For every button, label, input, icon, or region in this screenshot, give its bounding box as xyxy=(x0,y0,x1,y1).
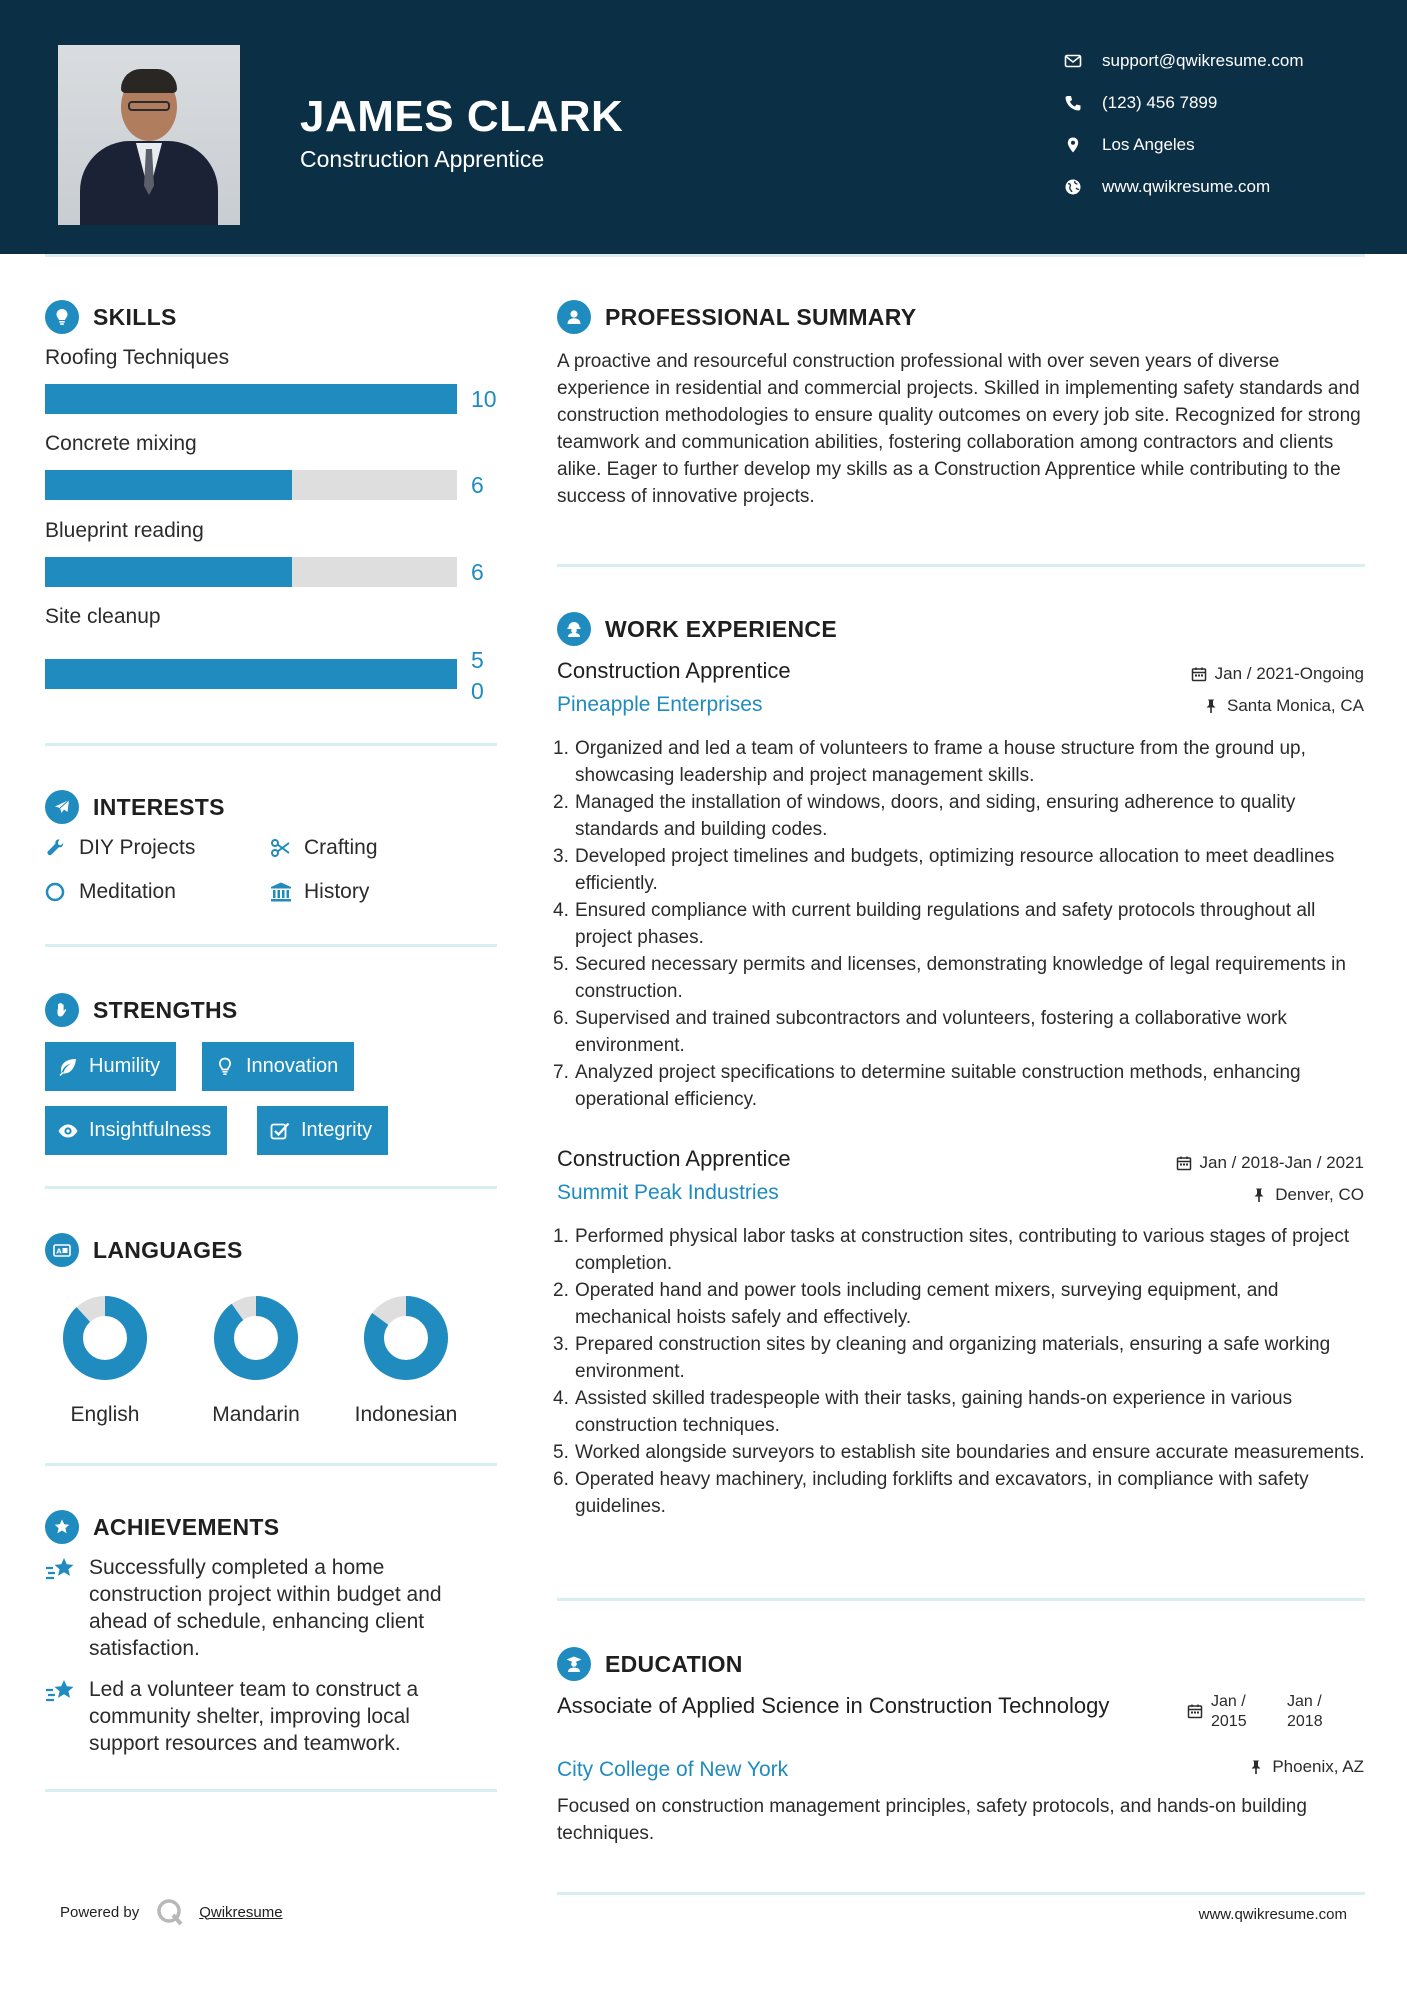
museum-icon xyxy=(270,881,292,903)
footer-powered-by xyxy=(60,1897,283,1927)
shooting-star-icon xyxy=(45,1556,77,1584)
job-duties-list xyxy=(553,735,1372,1113)
interest-label: Crafting xyxy=(304,836,378,859)
strengths-title: STRENGTHS xyxy=(93,996,238,1023)
skill-bar xyxy=(45,557,457,587)
company-name: Summit Peak Industries xyxy=(557,1181,779,1204)
interest-item xyxy=(270,836,378,860)
list-item: 5. Secured necessary permits and licenses, demonstrating knowledge of legal requirements in construction. xyxy=(553,954,1346,1002)
globe-icon xyxy=(1064,178,1082,196)
interest-label: History xyxy=(304,880,370,903)
summary-text: A proactive and resourceful construction professional with over seven years of diverse experience in residential and commercial projects. Skilled in implementing safety standards and construction methodologies to ensure quality outcomes on every job site. Recognized for strong teamwork and communication abilities, fostering collaboration among contractors and clients alike. Eager to further develop my skills as a Construction Apprentice while contributing to the success of innovative projects. xyxy=(557,351,1361,507)
skills-heading xyxy=(45,300,177,334)
phone-icon xyxy=(1064,94,1082,112)
pushpin-icon xyxy=(1203,698,1219,714)
job-dates-text: Jan / 2018-Jan / 2021 xyxy=(1199,1153,1364,1172)
contact-website[interactable] xyxy=(1064,166,1304,208)
section-divider xyxy=(45,743,497,746)
list-item: 1. Organized and led a team of volunteers to frame a house structure from the ground up, showcasing leadership and project management skills. xyxy=(553,738,1306,786)
strength-tag xyxy=(257,1106,388,1155)
pushpin-icon xyxy=(1251,1187,1267,1203)
list-item: 6. Operated heavy machinery, including forklifts and excavators, in compliance with safety guidelines. xyxy=(553,1469,1309,1517)
calendar-icon xyxy=(1187,1703,1203,1719)
job-duties-list xyxy=(553,1223,1372,1520)
candidate-name: JAMES CLARK xyxy=(300,92,624,141)
lightbulb-icon xyxy=(214,1056,236,1078)
skill-item xyxy=(45,605,505,704)
skill-bar xyxy=(45,659,457,689)
interest-label: DIY Projects xyxy=(79,836,196,859)
list-item: 4. Ensured compliance with current building regulations and safety protocols throughout all project phases. xyxy=(553,900,1316,948)
powered-by-text: Powered by xyxy=(60,1903,140,1921)
section-divider xyxy=(557,1598,1365,1601)
job-title: Construction Apprentice xyxy=(557,658,791,683)
education-description: Focused on construction management principles, safety protocols, and hands-on building techniques. xyxy=(557,1796,1307,1844)
language-donut xyxy=(212,1294,300,1382)
strength-tag xyxy=(45,1106,227,1155)
education-heading xyxy=(557,1647,743,1681)
list-item: 3. Developed project timelines and budgets, optimizing resource allocation to meet deadlines efficiently. xyxy=(553,846,1335,894)
resume-header xyxy=(0,0,1407,254)
strength-tag xyxy=(45,1042,176,1091)
skill-item xyxy=(45,519,505,589)
header-divider xyxy=(45,254,1365,257)
section-divider xyxy=(557,564,1365,567)
skill-value: 5 0 xyxy=(471,647,484,704)
company-name: Pineapple Enterprises xyxy=(557,693,763,716)
job-location-text: Santa Monica, CA xyxy=(1226,696,1364,715)
contact-email[interactable] xyxy=(1064,40,1304,82)
profile-photo xyxy=(58,45,240,225)
skill-bar-fill xyxy=(45,384,457,414)
language-label: Indonesian xyxy=(354,1403,458,1426)
paper-plane-icon xyxy=(45,790,79,824)
skill-bar-fill xyxy=(45,659,457,689)
language-card-icon xyxy=(45,1233,79,1267)
interests-heading xyxy=(45,790,225,824)
achievement-item xyxy=(45,1676,475,1757)
job-dates-text: Jan / 2021-Ongoing xyxy=(1214,664,1364,683)
scissors-icon xyxy=(270,837,292,859)
achievements-title: ACHIEVEMENTS xyxy=(93,1513,280,1540)
achievement-text: Successfully completed a home construction project within budget and ahead of schedule, enhancing client satisfaction. xyxy=(89,1556,442,1660)
languages-title: LANGUAGES xyxy=(93,1236,243,1263)
list-item: 6. Supervised and trained subcontractors and volunteers, fostering a collaborative work environment. xyxy=(553,1008,1287,1056)
skill-bar xyxy=(45,384,457,414)
hand-icon xyxy=(45,993,79,1027)
user-icon xyxy=(557,300,591,334)
education-dates xyxy=(1187,1692,1347,1732)
qwikresume-logo-icon xyxy=(155,1897,185,1927)
section-divider xyxy=(45,944,497,947)
interests-title: INTERESTS xyxy=(93,793,225,820)
circle-icon xyxy=(45,881,67,903)
language-item xyxy=(336,1294,476,1427)
interest-item xyxy=(45,880,176,904)
wrench-icon xyxy=(45,837,67,859)
experience-heading xyxy=(557,612,837,646)
graduate-icon xyxy=(557,1647,591,1681)
interest-item xyxy=(270,880,369,904)
section-divider xyxy=(45,1789,497,1792)
skill-item xyxy=(45,346,505,416)
list-item: 5. Worked alongside surveyors to establish site boundaries and ensure accurate measurements. xyxy=(553,1442,1365,1463)
summary-heading xyxy=(557,300,916,334)
achievement-text: Led a volunteer team to construct a community shelter, improving local support resources and teamwork. xyxy=(89,1678,419,1755)
job-title: Construction Apprentice xyxy=(557,1146,791,1171)
education-end: Jan / 2018 xyxy=(1287,1693,1323,1730)
skill-bar xyxy=(45,470,457,500)
language-item xyxy=(186,1294,326,1427)
strength-label: Insightfulness xyxy=(89,1119,212,1141)
skill-label: Blueprint reading xyxy=(45,519,204,542)
degree-title: Associate of Applied Science in Construction Technology xyxy=(557,1693,1110,1718)
section-divider xyxy=(45,1186,497,1189)
languages-heading xyxy=(45,1233,243,1267)
section-divider xyxy=(45,1463,497,1466)
skill-bar-fill xyxy=(45,557,292,587)
list-item: 1. Performed physical labor tasks at construction sites, contributing to various stages of project completion. xyxy=(553,1226,1350,1274)
education-location xyxy=(1248,1757,1364,1777)
skill-label: Concrete mixing xyxy=(45,432,197,455)
brand-link[interactable]: Qwikresume xyxy=(199,1903,283,1921)
list-item: 2. Operated hand and power tools including cement mixers, surveying equipment, and mechanical hoists safely and effectively. xyxy=(553,1280,1279,1328)
job-dates xyxy=(1176,1153,1364,1173)
contact-location-text: Los Angeles xyxy=(1102,135,1195,154)
language-label: English xyxy=(70,1403,140,1426)
skills-title: SKILLS xyxy=(93,303,177,330)
education-start: Jan / 2015 xyxy=(1211,1693,1247,1730)
calendar-icon xyxy=(1191,666,1207,682)
skill-value: 6 xyxy=(471,472,484,498)
skill-value: 6 xyxy=(471,559,484,585)
star-badge-icon xyxy=(45,1510,79,1544)
job-location xyxy=(1203,696,1364,716)
skill-item xyxy=(45,432,505,502)
lightbulb-icon xyxy=(45,300,79,334)
achievement-item xyxy=(45,1554,475,1662)
worker-icon xyxy=(557,612,591,646)
strength-label: Humility xyxy=(89,1055,161,1077)
contact-block xyxy=(1064,40,1304,208)
calendar-icon xyxy=(1176,1155,1192,1171)
check-square-icon xyxy=(269,1120,291,1142)
job-location-text: Denver, CO xyxy=(1275,1185,1364,1204)
contact-website-text: www.qwikresume.com xyxy=(1102,177,1271,196)
list-item: 2. Managed the installation of windows, doors, and siding, ensuring adherence to quality standards and building codes. xyxy=(553,792,1296,840)
skill-label: Site cleanup xyxy=(45,605,161,628)
job-dates xyxy=(1191,664,1364,684)
skill-value: 10 xyxy=(471,386,497,412)
list-item: 7. Analyzed project specifications to determine suitable construction methods, enhancing operational efficiency. xyxy=(553,1062,1301,1110)
strength-tag xyxy=(202,1042,354,1091)
education-title: EDUCATION xyxy=(605,1650,743,1677)
svg-text:A: A xyxy=(56,1247,62,1256)
language-item xyxy=(35,1294,175,1427)
section-divider xyxy=(557,1892,1365,1895)
contact-email-text: support@qwikresume.com xyxy=(1102,51,1304,70)
list-item: 3. Prepared construction sites by cleaning and organizing materials, ensuring a safe working environment. xyxy=(553,1334,1331,1382)
contact-phone-text: (123) 456 7899 xyxy=(1102,93,1218,112)
contact-phone[interactable] xyxy=(1064,82,1304,124)
summary-title: PROFESSIONAL SUMMARY xyxy=(605,303,917,330)
school-name: City College of New York xyxy=(557,1758,789,1781)
skill-bar-fill xyxy=(45,470,292,500)
language-donut xyxy=(61,1294,149,1382)
candidate-role: Construction Apprentice xyxy=(300,146,545,172)
skill-label: Roofing Techniques xyxy=(45,346,230,369)
strength-label: Integrity xyxy=(301,1119,373,1141)
footer-url[interactable]: www.qwikresume.com xyxy=(1198,1906,1347,1923)
language-donut xyxy=(362,1294,450,1382)
envelope-icon xyxy=(1064,52,1082,70)
strength-label: Innovation xyxy=(246,1055,339,1077)
interest-label: Meditation xyxy=(79,880,176,903)
achievements-heading xyxy=(45,1510,279,1544)
map-pin-icon xyxy=(1064,136,1082,154)
shooting-star-icon xyxy=(45,1678,77,1706)
interest-item xyxy=(45,836,195,860)
leaf-icon xyxy=(57,1056,79,1078)
education-location-text: Phoenix, AZ xyxy=(1272,1757,1364,1776)
job-location xyxy=(1251,1185,1364,1205)
language-label: Mandarin xyxy=(212,1403,300,1426)
contact-location xyxy=(1064,124,1304,166)
pushpin-icon xyxy=(1248,1759,1264,1775)
experience-title: WORK EXPERIENCE xyxy=(605,615,837,642)
strengths-heading xyxy=(45,993,238,1027)
list-item: 4. Assisted skilled tradespeople with their tasks, gaining hands-on experience in various construction techniques. xyxy=(553,1388,1293,1436)
eye-icon xyxy=(57,1120,79,1142)
